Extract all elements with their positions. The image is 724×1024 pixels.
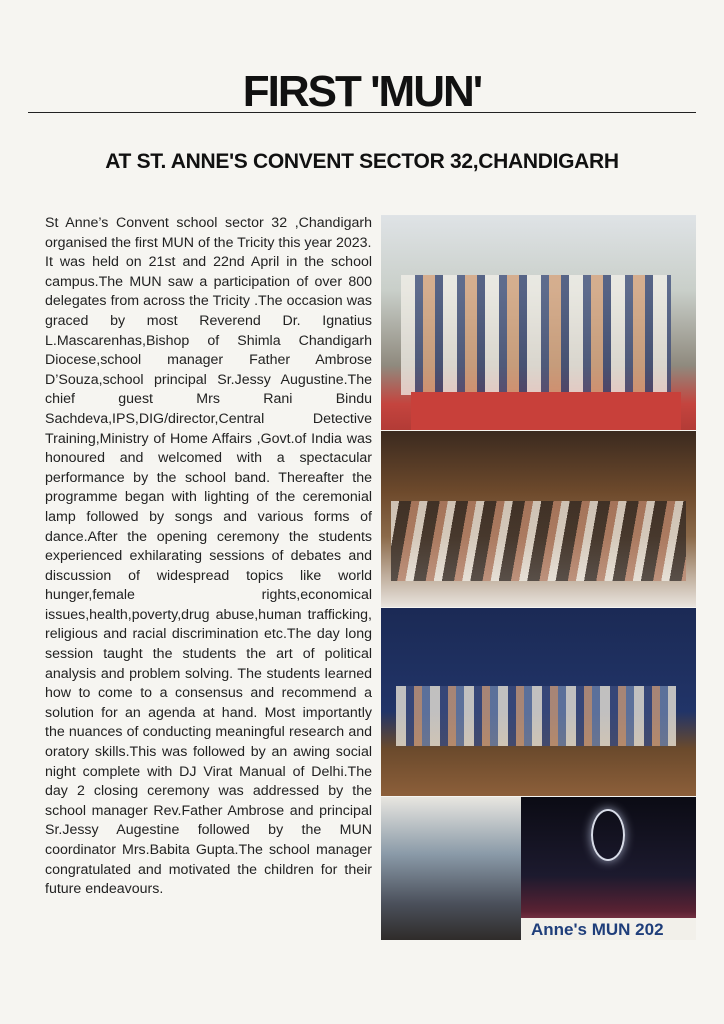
photo-dance-performance [521,797,696,940]
page-title: FIRST 'MUN' [242,67,482,116]
article-paragraph: St Anne’s Convent school sector 32 ,Chandigarh organised the first MUN of the Tricity this year 2023. [45,215,372,251]
page-subtitle: AT ST. ANNE'S CONVENT SECTOR 32,CHANDIGARH [105,150,619,173]
title-divider [28,112,696,113]
article-body [45,214,372,900]
photo-committee-session [381,797,521,940]
photo-stage-group [381,608,696,796]
photo-delegates-placards [381,431,696,607]
stage-banner-text: Anne's MUN 202 [521,918,696,940]
photo-guests-group [381,215,696,430]
article-paragraph: It was held on 21st and 22nd April in the school campus.The MUN saw a participation of over 800 delegates from across the Tricity .The occasion was graced by most Reverend Dr. Ignatius L.Mascarenhas,Bishop of Shimla Chandigarh Diocese,school manager Father Ambrose D’Souza,school principal Sr.Jessy Augustine.The chief guest Mrs Rani Bindu Sachdeva,IPS,DIG/director,Central Detective Training,Ministry of Home Affairs ,Govt.of India was honoured and welcomed with a spectacular performance by the school band. Thereafter the programme began with lighting of the ceremonial lamp followed by songs and various forms of dance.After the opening ceremony the students experienced exhilarating sessions of debates and discussion of widespread topics like world hunger,female rights,economical issues,health,poverty,drug abuse,human trafficking, religious and racial discrimination etc.The day long session taught the students the art of political analysis and problem solving. The students learned how to come to a consensus and recommend a solution for an agenda at hand. Most importantly the nuances of conducting meaningful research and oratory skills.This was followed by an awing social night complete with DJ Virat Manual of Delhi.The day 2 closing ceremony was addressed by the school manager Rev.Father Ambrose and principal Sr.Jessy Augestine followed by the MUN coordinator Mrs.Babita Gupta.The school manager congratulated and motivated the children for their future endeavours. [45,254,372,898]
